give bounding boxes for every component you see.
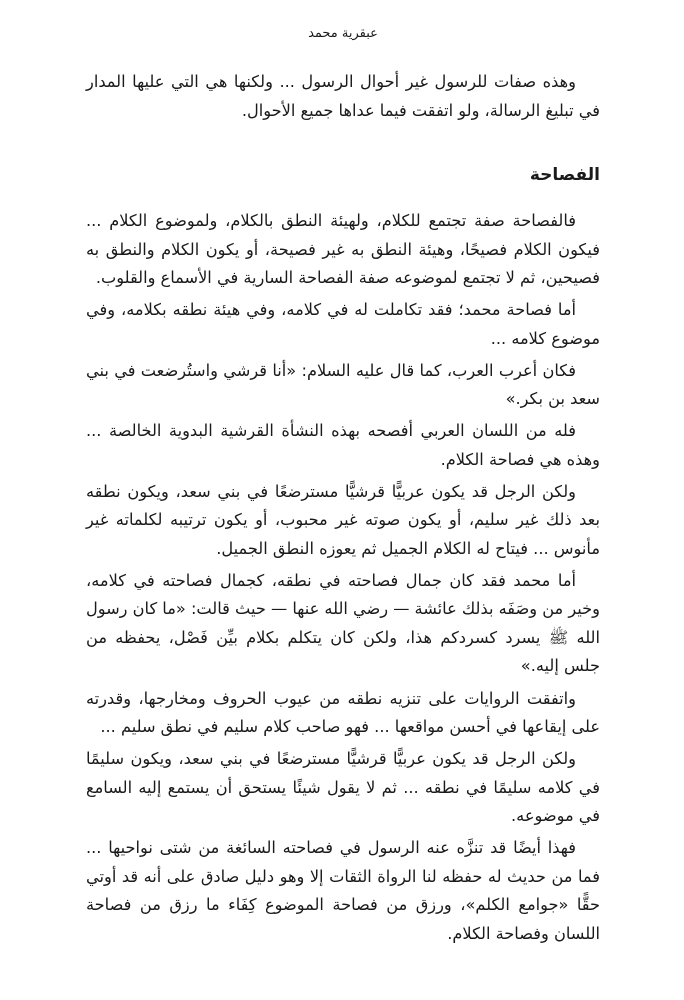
paragraph-2: أما فصاحة محمد؛ فقد تكاملت له في كلامه، وفي هيئة نطقه بكلامه، وفي موضوع كلامه ...	[86, 300, 600, 348]
paragraph-5: ولكن الرجل قد يكون عربيًّا قرشيًّا مسترضعًا في بني سعد، ويكون نطقه بعد ذلك غير سليم، أو يكون صوته غير محبوب، أو يكون ترتيبه لكلماته غير مأنوس ... فيتاح له الكلام الجميل ثم يعوزه النطق الجميل.	[86, 481, 600, 558]
paragraph-3: فكان أعرب العرب، كما قال عليه السلام: «أنا قرشي واستُرضعت في بني سعد بن بكر.»	[86, 360, 600, 409]
paragraph-6: أما محمد فقد كان جمال فصاحته في نطقه، كجمال فصاحته في كلامه، وخير من وصَفَه بذلك عائشة — رضي الله عنها — حيث قالت: «ما كان رسول الله ﷺ يسرد كسردكم هذا، ولكن كان يتكلم بكلام بيِّن فَصْل، يحفظه من جلس إليه.»	[85, 570, 600, 676]
paragraph-4: فله من اللسان العربي أفصحه بهذه النشأة القرشية البدوية الخالصة ... وهذه هي فصاحة الكلام.	[86, 421, 600, 469]
intro-paragraph: وهذه صفات للرسول غير أحوال الرسول ... ولكنها هي التي عليها المدار في تبليغ الرسالة، ولو اتفقت فيما عداها جميع الأحوال.	[86, 72, 600, 120]
section-body	[86, 207, 600, 948]
paragraph-9: فهذا أيضًا قد تنزَّه عنه الرسول في فصاحته السائغة من شتى نواحيها ... فما من حديث له حفظه لنا الرواة الثقات إلا وهو دليل صادق على أنه قد أوتي حقًّا «جوامع الكلم»، ورزق من فصاحة الموضوع كِفَاء ما رزق من فصاحة اللسان وفصاحة الكلام.	[86, 838, 600, 943]
running-header: عبقرية محمد	[308, 26, 378, 41]
paragraph-7: واتفقت الروايات على تنزيه نطقه من عيوب الحروف ومخارجها، وقدرته على إيقاعها في أحسن مواقعها ... فهو صاحب كلام سليم في نطق سليم ...	[86, 688, 600, 737]
section-heading: الفصاحة	[529, 165, 600, 185]
paragraph-8: ولكن الرجل قد يكون عربيًّا قرشيًّا مسترضعًا في بني سعد، ويكون سليمًا في كلامه سليمًا في نطقه ... ثم لا يقول شيئًا يستحق أن يستمع إليه السامع في موضوعه.	[86, 749, 600, 826]
paragraph-1: فالفصاحة صفة تجتمع للكلام، ولهيئة النطق بالكلام، ولموضوع الكلام ... فيكون الكلام فصيحًا، وهيئة النطق به غير فصيحة، أو يكون الكلام والنطق به فصيحين، ثم لا تجتمع لموضوعه صفة الفصاحة السارية في الأسماع والقلوب.	[86, 211, 600, 287]
